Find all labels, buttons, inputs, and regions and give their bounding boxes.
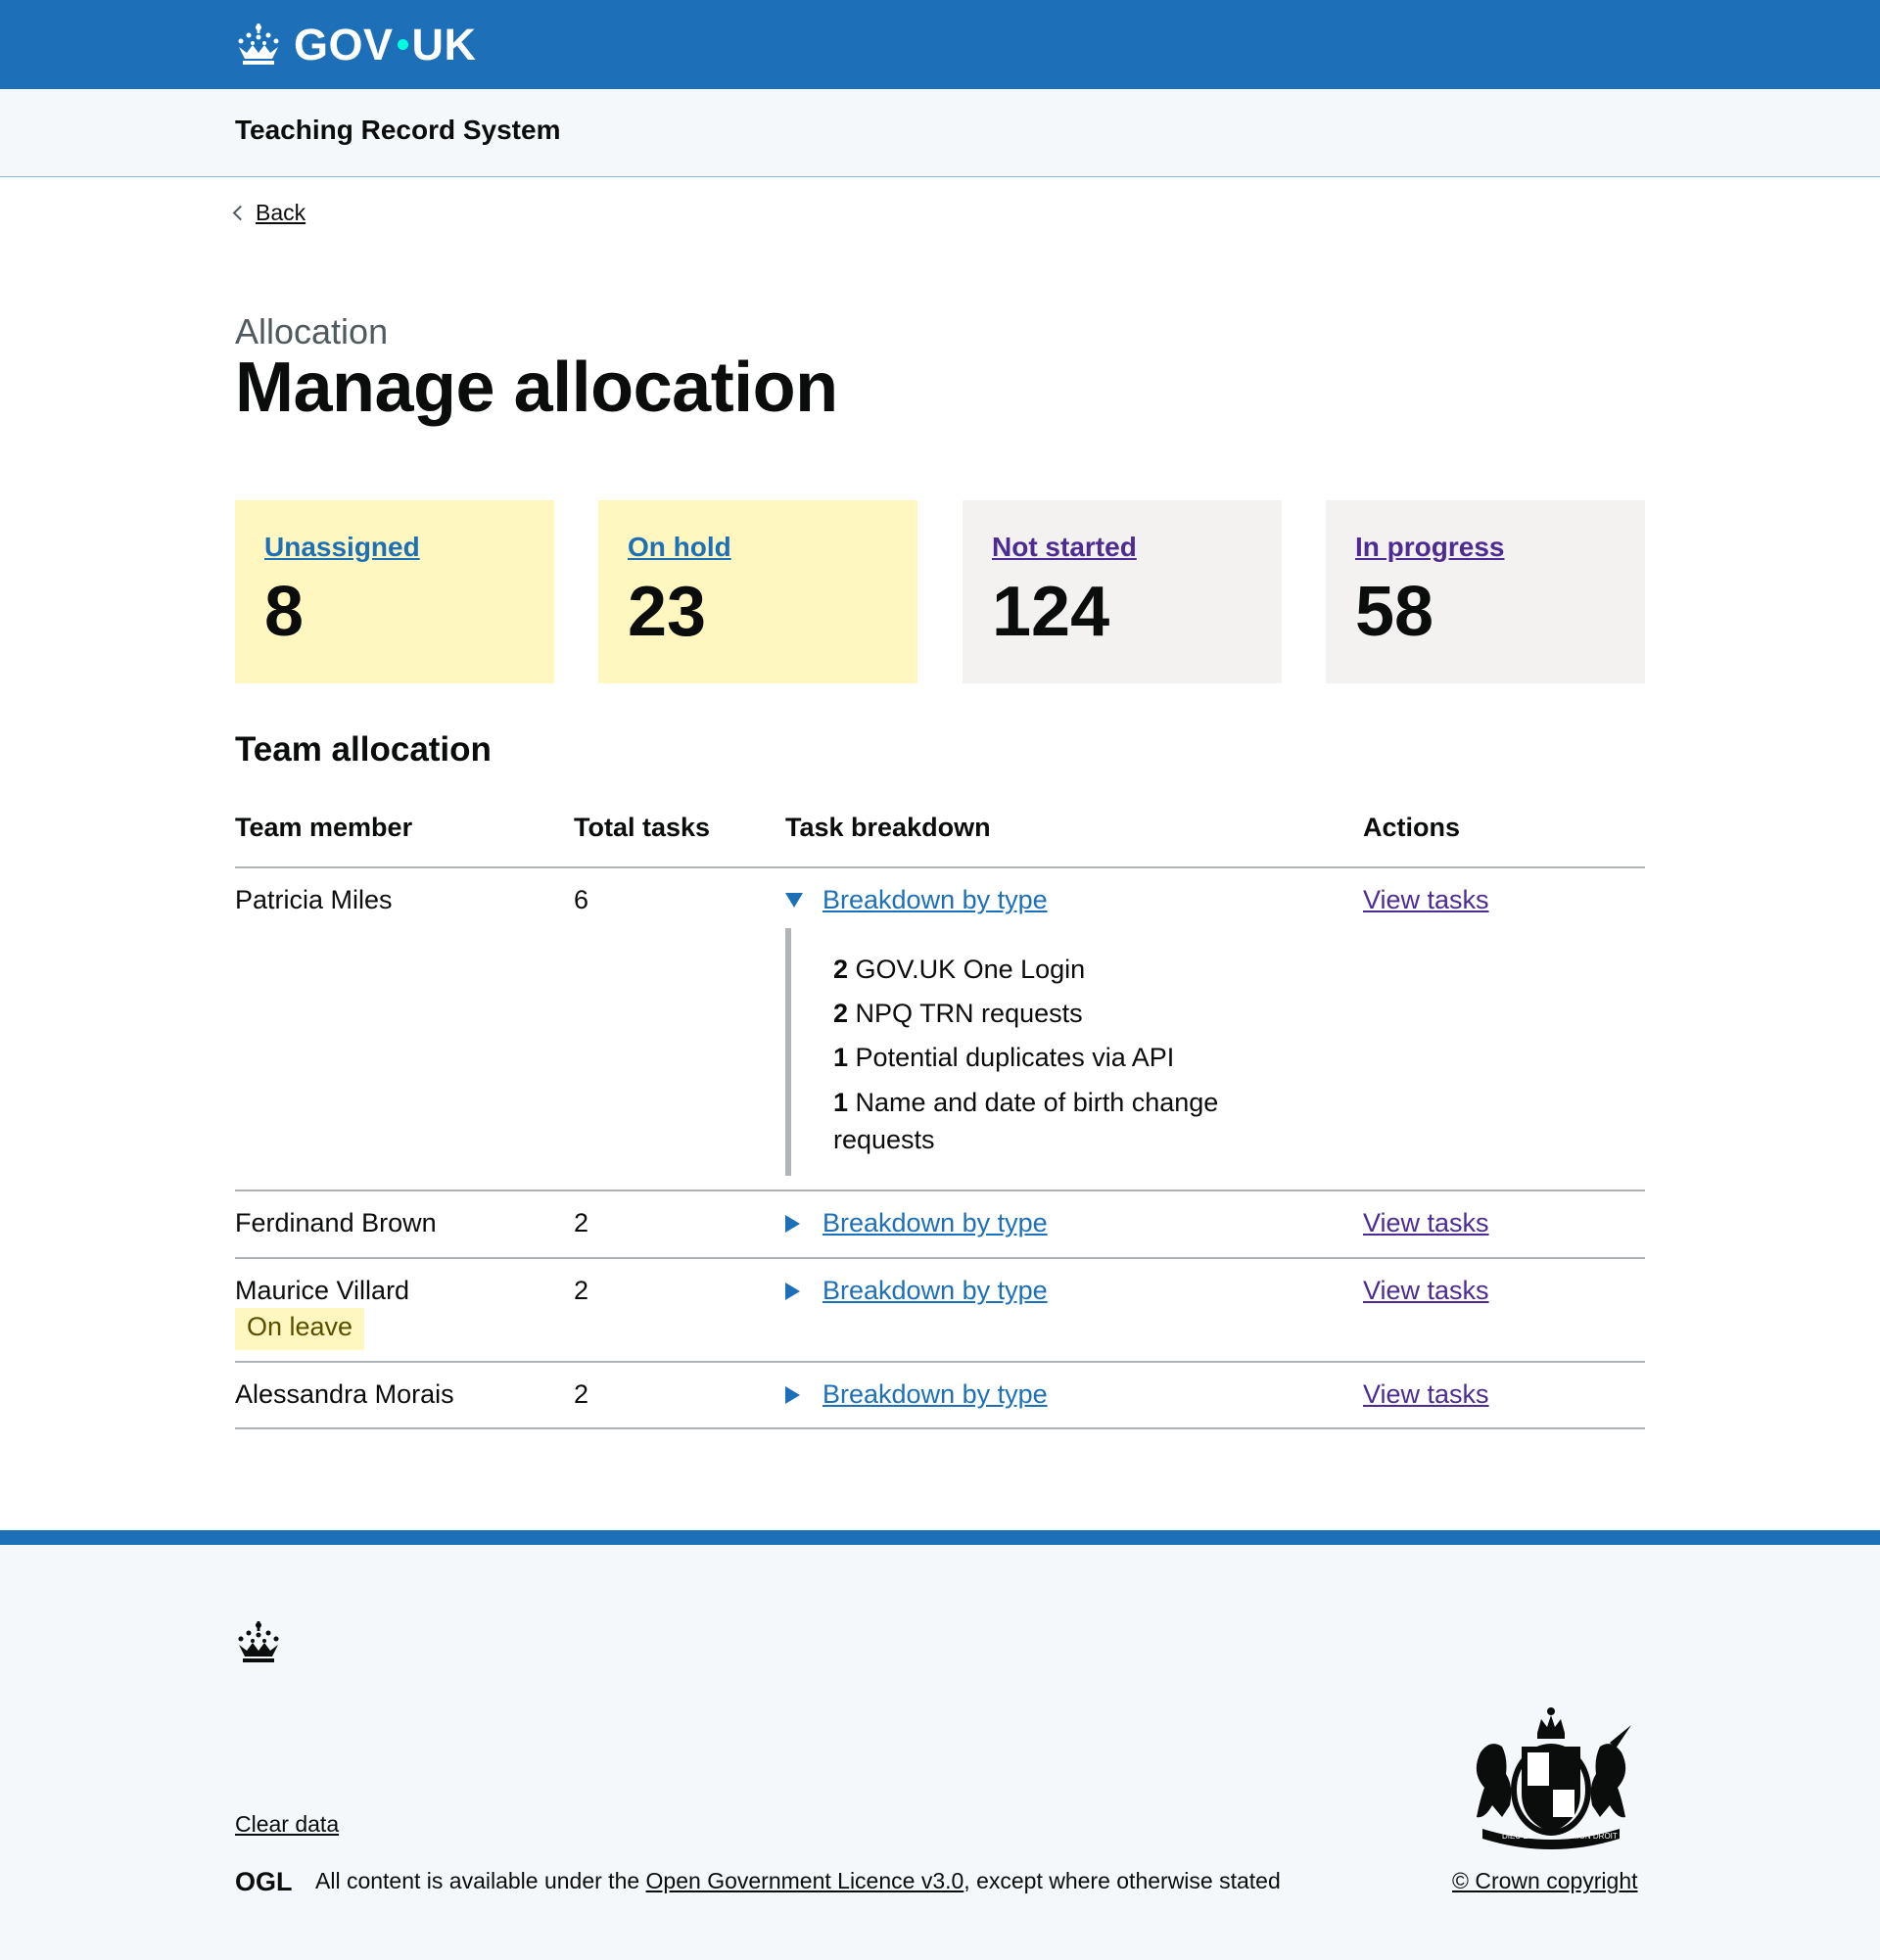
licence-text: All content is available under the Open Government Licence v3.0, except where otherwise stated [315,1868,1281,1893]
card-unassigned [235,500,554,683]
total-tasks-value: 6 [574,885,589,914]
card-in-progress [1326,500,1645,683]
breakdown-toggle-label: Breakdown by type [822,885,1048,914]
card-in-progress-count: 58 [1355,573,1434,651]
triangle-right-icon [785,1215,800,1233]
card-not-started-count: 124 [992,573,1110,651]
table-divider [235,866,1645,868]
total-tasks-value: 2 [574,1208,589,1237]
status-tag-on-leave: On leave [235,1308,364,1350]
govuk-logo-link[interactable] [235,18,477,72]
page-caption: Allocation [235,311,389,351]
card-on-hold [598,500,917,683]
view-tasks-link[interactable]: View tasks [1363,1379,1489,1409]
breakdown-toggle-label: Breakdown by type [822,1379,1048,1409]
breakdown-item: 1 Potential duplicates via API [833,1043,1175,1072]
page-title: Manage allocation [235,349,838,427]
triangle-down-icon [785,893,803,908]
view-tasks-link[interactable]: View tasks [1363,885,1489,914]
svg-text:DIEU ET: DIEU ET [1502,1832,1533,1841]
breakdown-toggle[interactable] [785,1208,1048,1238]
card-on-hold-link[interactable]: On hold [628,532,731,562]
svg-text:OGL: OGL [235,1868,293,1893]
team-allocation-heading: Team allocation [235,730,492,769]
team-member-name: Maurice Villard [235,1276,410,1305]
card-not-started [963,500,1282,683]
ogl-logo-icon [235,1868,296,1893]
breakdown-toggle-label: Breakdown by type [822,1208,1048,1237]
open-government-licence-link[interactable]: Open Government Licence v3.0 [645,1868,964,1893]
team-member-name: Ferdinand Brown [235,1208,437,1237]
govuk-footer [0,1530,1880,1960]
back-link[interactable] [235,200,306,226]
card-not-started-link[interactable]: Not started [992,532,1137,562]
column-header-team-member: Team member [235,813,413,842]
total-tasks-value: 2 [574,1379,589,1409]
team-member-name: Alessandra Morais [235,1379,454,1409]
column-header-total-tasks: Total tasks [574,813,711,842]
table-divider [235,1190,1645,1191]
breakdown-toggle-label: Breakdown by type [822,1276,1048,1305]
card-on-hold-count: 23 [628,573,707,651]
view-tasks-link[interactable]: View tasks [1363,1276,1489,1305]
total-tasks-value: 2 [574,1276,589,1305]
column-header-task-breakdown: Task breakdown [785,813,991,842]
breakdown-toggle[interactable] [785,885,1048,915]
breakdown-toggle[interactable] [785,1379,1048,1410]
team-member-name: Patricia Miles [235,885,393,914]
triangle-right-icon [785,1386,800,1404]
card-unassigned-count: 8 [264,573,305,651]
table-divider [235,1427,1645,1429]
card-unassigned-link[interactable]: Unassigned [264,532,420,562]
govuk-header [0,0,1880,89]
breakdown-item: 1 Name and date of birth change requests [833,1088,1219,1154]
column-header-actions: Actions [1363,813,1461,842]
breakdown-item: 2 GOV.UK One Login [833,955,1086,984]
breakdown-details [785,928,1236,1176]
royal-coat-of-arms-icon [1463,1703,1639,1850]
view-tasks-link[interactable]: View tasks [1363,1208,1489,1237]
chevron-left-icon [233,206,249,221]
table-divider [235,1257,1645,1259]
triangle-right-icon [785,1283,800,1300]
crown-icon [235,22,282,69]
govuk-logo-text: GOV UK [294,20,477,70]
crown-icon [235,1619,282,1666]
card-in-progress-link[interactable]: In progress [1355,532,1505,562]
service-navigation [0,89,1880,177]
service-name-link[interactable]: Teaching Record System [235,115,561,145]
crown-copyright-link[interactable]: © Crown copyright [1452,1868,1638,1893]
logo-dot [398,39,408,50]
back-link-label: Back [256,200,306,225]
clear-data-link[interactable]: Clear data [235,1811,340,1837]
breakdown-item: 2 NPQ TRN requests [833,999,1083,1028]
breakdown-toggle[interactable] [785,1276,1048,1306]
svg-text:MON DROIT: MON DROIT [1573,1832,1618,1841]
table-divider [235,1361,1645,1363]
